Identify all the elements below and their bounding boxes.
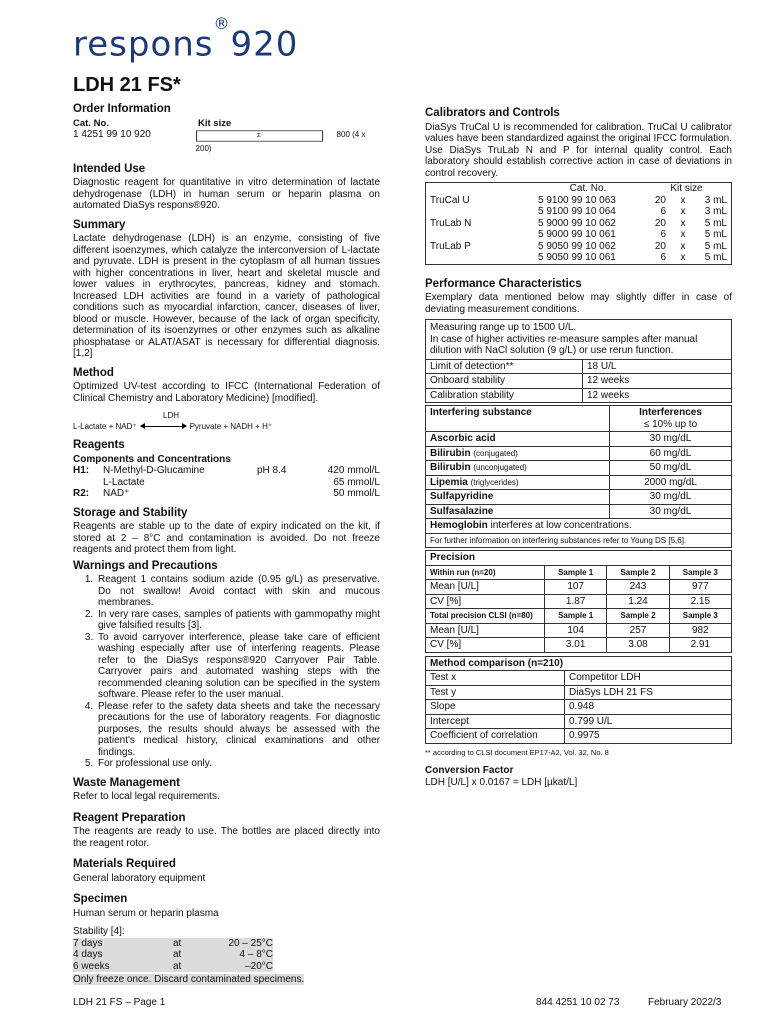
hemoglobin-row: Hemoglobin interferes at low concentrations. xyxy=(426,519,732,534)
performance-heading: Performance Characteristics xyxy=(425,277,582,290)
calibrator-row: TruLab P 5 9050 99 10 062 20 x 5 mL xyxy=(430,240,727,252)
interference-row: Lipemia (triglycerides) 2000 mg/dL xyxy=(426,475,732,490)
specimen-stability-table xyxy=(73,938,273,973)
warnings-heading: Warnings and Precautions xyxy=(73,559,218,572)
specimen-heading: Specimen xyxy=(73,893,128,905)
brand-reg-mark: ® xyxy=(213,14,231,33)
interference-row: Bilirubin (unconjugated) 50 mg/dL xyxy=(426,461,732,476)
calibrator-row: TruCal U 5 9100 99 10 063 20 x 3 mL xyxy=(430,194,727,206)
interference-header: Interfering substance Interferences ≤ 10% up to xyxy=(426,406,732,432)
reagent-row: L-Lactate 65 mmol/L xyxy=(103,476,380,488)
brand-model: 920 xyxy=(230,24,299,65)
storage-text: Reagents are stable up to the date of expiry indicated on the kit, if stored at 2 – 8°C and contamination is avoided. Do not freeze reagents and protect them from light. xyxy=(73,521,380,555)
precision-row: Mean [U/L] 104 257 982 xyxy=(426,623,732,638)
reagent-row: H1: N-Methyl-D-Glucamine pH 8.4 420 mmol/L xyxy=(73,465,380,476)
conversion-text: LDH [U/L] x 0.0167 = LDH [µkat/L] xyxy=(425,776,578,788)
perf-row: Limit of detection** 18 U/L xyxy=(426,359,732,374)
stability-row: 7 days at 20 – 25°C xyxy=(73,937,273,949)
method-row: Coefficient of correlation 0.9975 xyxy=(426,729,732,744)
calibrators-header: Cat. No. Kit size xyxy=(569,183,703,194)
calibrators-heading: Calibrators and Controls xyxy=(425,107,560,119)
materials-heading: Materials Required xyxy=(73,858,176,870)
stability-label: Stability [4]: xyxy=(73,926,125,937)
warning-item: 4. Please refer to the safety data sheets and take the necessary precautions for the use of laboratory reagents. For diagnostic purposes, the results should always be assessed with the patient's medical history, clinical examinations and other findings. xyxy=(96,701,380,759)
left-column xyxy=(73,104,380,986)
precision-header: Within run (n=20) Sample 1 Sample 2 Sample 3 xyxy=(426,565,732,580)
interference-table xyxy=(425,405,732,548)
waste-text: Refer to local legal requirements. xyxy=(73,791,220,802)
method-row: Intercept 0.799 U/L xyxy=(426,714,732,729)
prep-heading: Reagent Preparation xyxy=(73,811,186,824)
perf-row: Calibration stability 12 weeks xyxy=(426,388,732,403)
kit-size-icon: Σ xyxy=(196,130,323,141)
materials-text: General laboratory equipment xyxy=(73,872,206,884)
footer-date: February 2022/3 xyxy=(648,997,722,1008)
performance-basic-table xyxy=(425,319,732,403)
order-row xyxy=(73,129,380,155)
warning-item: 5. For professional use only. xyxy=(96,758,380,770)
footer-doc-number: 844 4251 10 02 73 xyxy=(536,997,620,1008)
right-column xyxy=(425,108,732,788)
calibrator-row: 5 9000 99 10 061 6 x 5 mL xyxy=(538,229,727,240)
kit-size-value: 800 (4 x 200) xyxy=(195,130,366,153)
cat-no-label: Cat. No. xyxy=(73,117,109,129)
double-arrow-icon xyxy=(141,426,186,427)
order-header-row xyxy=(73,118,380,130)
method-heading: Method xyxy=(73,366,114,379)
specimen-text: Human serum or heparin plasma xyxy=(73,907,219,919)
precision-heading: Precision xyxy=(426,551,732,566)
cat-no-value: 1 4251 99 10 920 xyxy=(73,129,151,140)
reaction-left: L-Lactate + NAD⁺ xyxy=(73,422,137,431)
method-row: Test x Competitor LDH xyxy=(426,671,732,686)
calibrator-row: 5 9100 99 10 064 6 x 3 mL xyxy=(538,206,727,217)
perf-row: Onboard stability 12 weeks xyxy=(426,374,732,389)
calibrators-text: DiaSys TruCal U is recommended for calibration. TruCal U calibrator values have been standardized against the original IFCC formulation. Use DiaSys TruLab N and P for internal quality control. Each laboratory should establish corrective action in case of deviations in control recovery. xyxy=(425,121,732,179)
brand-logo xyxy=(73,14,299,65)
waste-heading: Waste Management xyxy=(73,776,180,789)
performance-intro: Exemplary data mentioned below may slightly differ in case of deviating measurement conditions. xyxy=(425,292,732,315)
order-heading: Order Information xyxy=(73,103,171,115)
stability-row: 6 weeks at –20°C xyxy=(73,960,273,972)
calibrators-table xyxy=(425,182,732,265)
storage-heading: Storage and Stability xyxy=(73,506,188,519)
interference-note-row: For further information on interfering substances refer to Young DS [5,6]. xyxy=(426,533,732,548)
stability-row: 4 days at 4 – 8°C xyxy=(73,949,273,960)
method-row: Slope 0.948 xyxy=(426,700,732,715)
interference-row: Sulfasalazine 30 mg/dL xyxy=(426,504,732,519)
reaction-right: Pyruvate + NADH + H⁺ xyxy=(189,422,273,431)
calibrator-row: 5 9050 99 10 061 6 x 5 mL xyxy=(538,252,727,263)
intended-use-text: Diagnostic reagent for quantitative in vitro determination of lactate dehydrogenase (LDH) in human serum or heparin plasma on automated DiaSys respons®920. xyxy=(73,177,380,211)
footer-page: LDH 21 FS – Page 1 xyxy=(73,997,166,1008)
method-text: Optimized UV-test according to IFCC (International Federation of Clinical Chemistry and Laboratory Medicine) [modified]. xyxy=(73,381,380,404)
warning-item: 3. To avoid carryover interference, please take care of efficient washing especially after use of interfering reagents. Please refer to the DiaSys respons®920 Carryover Pair Table. Carryover pairs and automated washing steps with the recommended cleaning solution can be specified in the system software. Please refer to the user manual. xyxy=(96,632,380,701)
method-row: Test y DiaSys LDH 21 FS xyxy=(426,685,732,700)
interference-row: Ascorbic acid 30 mg/dL xyxy=(426,432,732,447)
precision-row: CV [%] 1.87 1.24 2.15 xyxy=(426,594,732,609)
precision-row: Mean [U/L] 107 243 977 xyxy=(426,580,732,595)
reagent-row: R2: NAD⁺ 50 mmol/L xyxy=(73,488,380,499)
method-comparison-table xyxy=(425,656,732,744)
reagents-subheading: Components and Concentrations xyxy=(73,453,231,465)
reaction-equation xyxy=(73,410,380,432)
document-title: LDH 21 FS* xyxy=(73,74,181,96)
kit-size-label: Kit size xyxy=(198,117,232,129)
reagents-heading: Reagents xyxy=(73,439,125,451)
precision-row: CV [%] 3.01 3.08 2.91 xyxy=(426,638,732,653)
interference-row: Sulfapyridine 30 mg/dL xyxy=(426,490,732,505)
precision-table xyxy=(425,550,732,653)
warnings-list xyxy=(73,574,380,770)
summary-text: Lactate dehydrogenase (LDH) is an enzyme, consisting of five different isoenzymes, which catalyze the interconversion of L-lactate and pyruvate. LDH is present in the cytoplasm of all human tissues with higher concentrations in liver, heart and skeletal muscle and lower values in erythrocytes, pancreas, kidney and stomach. Increased LDH activities are found in a variety of pathological conditions such as myocardial infarction, cancer, diseases of liver, blood or muscle. However, because of the lack of organ specificity, determination of its isoenzymes or other enzymes such as alkaline phosphatase or ALAT/ASAT is necessary for differential diagnosis. [1,2] xyxy=(73,233,380,359)
precision-header: Total precision CLSI (n=80) Sample 1 Sample 2 Sample 3 xyxy=(426,609,732,624)
brand-name: respons xyxy=(73,24,214,65)
specimen-note: Only freeze once. Discard contaminated specimens. xyxy=(73,974,305,985)
interference-row: Bilirubin (conjugated) 60 mg/dL xyxy=(426,446,732,461)
lod-footnote: ** according to CLSI document EP17-A2, Vol. 32, No. 8 xyxy=(425,747,609,757)
reagents-table xyxy=(73,465,380,500)
prep-text: The reagents are ready to use. The bottles are placed directly into the reagent rotor. xyxy=(73,826,380,849)
method-comparison-heading: Method comparison (n=210) xyxy=(426,656,732,671)
intended-use-heading: Intended Use xyxy=(73,162,146,175)
warning-item: 2. In very rare cases, samples of patients with gammopathy might give falsified results [3]. xyxy=(96,609,380,632)
summary-heading: Summary xyxy=(73,218,126,231)
measuring-range-text: Measuring range up to 1500 U/L. In case of higher activities re-measure samples after manual dilution with NaCl solution (9 g/L) or use rerun function. xyxy=(426,320,732,360)
conversion-heading: Conversion Factor xyxy=(425,765,514,776)
warning-item: 1. Reagent 1 contains sodium azide (0.95 g/L) as preservative. Do not swallow! Avoid contact with skin and mucous membranes. xyxy=(96,574,380,609)
enzyme-label: LDH xyxy=(163,411,180,420)
calibrator-row: TruLab N 5 9000 99 10 062 20 x 5 mL xyxy=(430,217,727,229)
